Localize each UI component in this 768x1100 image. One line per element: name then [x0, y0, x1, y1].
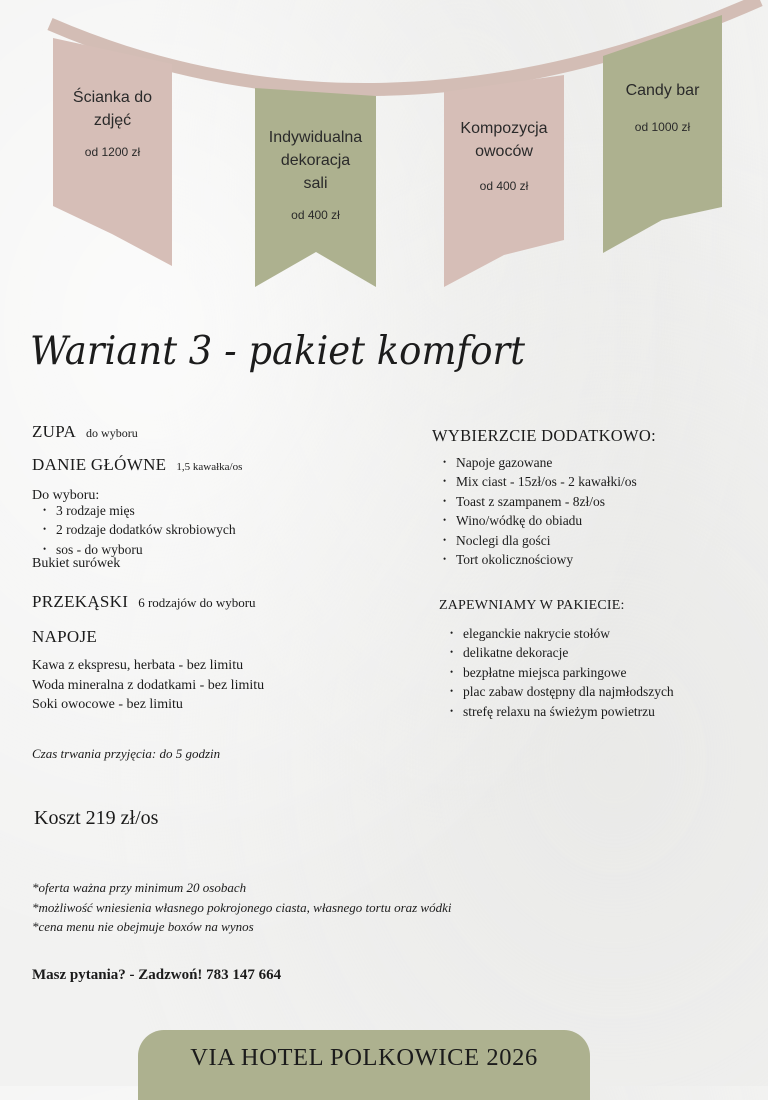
list-item: • eleganckie nakrycie stołów — [443, 624, 763, 643]
flag-price: od 1200 zł — [84, 145, 141, 159]
flag-title: Kompozycja owoców — [460, 120, 548, 160]
note-line: *cena menu nie obejmuje boxów na wynos — [32, 919, 254, 934]
main-course-section — [32, 455, 242, 475]
list-item: Soki owocowe - bez limitu — [32, 697, 183, 712]
soup-title: ZUPA — [32, 422, 77, 441]
appetizers-note: 6 rodzajów do wyboru — [138, 595, 256, 610]
extras-title: WYBIERZCIE DODATKOWO: — [432, 426, 656, 445]
list-item: • Toast z szampanem - 8zł/os — [436, 492, 756, 511]
note-line: *możliwość wniesienia własnego pokrojonego ciasta, własnego tortu oraz wódki — [32, 899, 452, 915]
list-item: Woda mineralna z dodatkami - bez limitu — [32, 677, 265, 693]
extras-list — [436, 453, 756, 569]
list-item: • strefę relaxu na świeżym powietrzu — [443, 702, 763, 721]
list-item: • sos - do wyboru — [36, 540, 336, 559]
flag-photo-wall — [53, 86, 172, 159]
flag-title: Indywidualna dekoracja sali — [268, 129, 363, 192]
list-item: Kawa z ekspresu, herbata - bez limitu — [32, 658, 244, 673]
list-item: • 3 rodzaje mięs — [36, 501, 336, 520]
list-item: • Wino/wódkę do obiadu — [436, 511, 756, 530]
terms-notes — [32, 878, 452, 937]
included-list — [443, 624, 763, 721]
list-item: • Tort okolicznościowy — [436, 550, 756, 569]
list-item: • plac zabaw dostępny dla najmłodszych — [443, 682, 763, 701]
page-title-text: Wariant 3 - pakiet komfort — [30, 329, 526, 374]
flag-4-shape — [603, 15, 722, 253]
list-item: • 2 rodzaje dodatków skrobiowych — [36, 520, 336, 539]
flag-room-decoration — [255, 126, 376, 222]
flag-title: Ścianka do zdjęć — [72, 89, 153, 129]
main-course-title: DANIE GŁÓWNE — [32, 455, 167, 474]
soup-note: do wyboru — [86, 426, 138, 440]
included-title: ZAPEWNIAMY W PAKIECIE: — [439, 598, 625, 613]
price-per-person: Koszt 219 zł/os — [34, 807, 159, 829]
flag-price: od 400 zł — [291, 208, 340, 222]
flag-title: Candy bar — [625, 82, 700, 99]
flag-price: od 400 zł — [479, 179, 529, 193]
list-item: • bezpłatne miejsca parkingowe — [443, 663, 763, 682]
salad-bouquet: Bukiet surówek — [32, 556, 121, 571]
page-title — [30, 318, 550, 388]
main-course-note: 1,5 kawałka/os — [176, 461, 243, 473]
footer-title: VIA HOTEL POLKOWICE 2026 — [190, 1044, 538, 1071]
drinks-list — [32, 656, 352, 715]
duration-note: Czas trwania przyjęcia: do 5 godzin — [32, 746, 221, 761]
contact-phone: Masz pytania? - Zadzwoń! 783 147 664 — [32, 967, 282, 983]
flag-price: od 1000 zł — [634, 120, 691, 134]
list-item: • Mix ciast - 15zł/os - 2 kawałki/os — [436, 472, 756, 491]
drinks-title: NAPOJE — [32, 627, 98, 646]
soup-section — [32, 422, 138, 442]
appetizers-title: PRZEKĄSKI — [32, 592, 129, 611]
choice-label: Do wyboru: — [32, 488, 100, 503]
list-item: • Noclegi dla gości — [436, 531, 756, 550]
choice-list — [36, 501, 336, 559]
appetizers-section — [32, 592, 256, 612]
footer-banner — [138, 1030, 590, 1100]
note-line: *oferta ważna przy minimum 20 osobach — [32, 880, 247, 895]
flag-candy-bar — [603, 79, 722, 134]
list-item: • Napoje gazowane — [436, 453, 756, 472]
flag-fruit-composition — [444, 117, 564, 193]
list-item: • delikatne dekoracje — [443, 643, 763, 662]
